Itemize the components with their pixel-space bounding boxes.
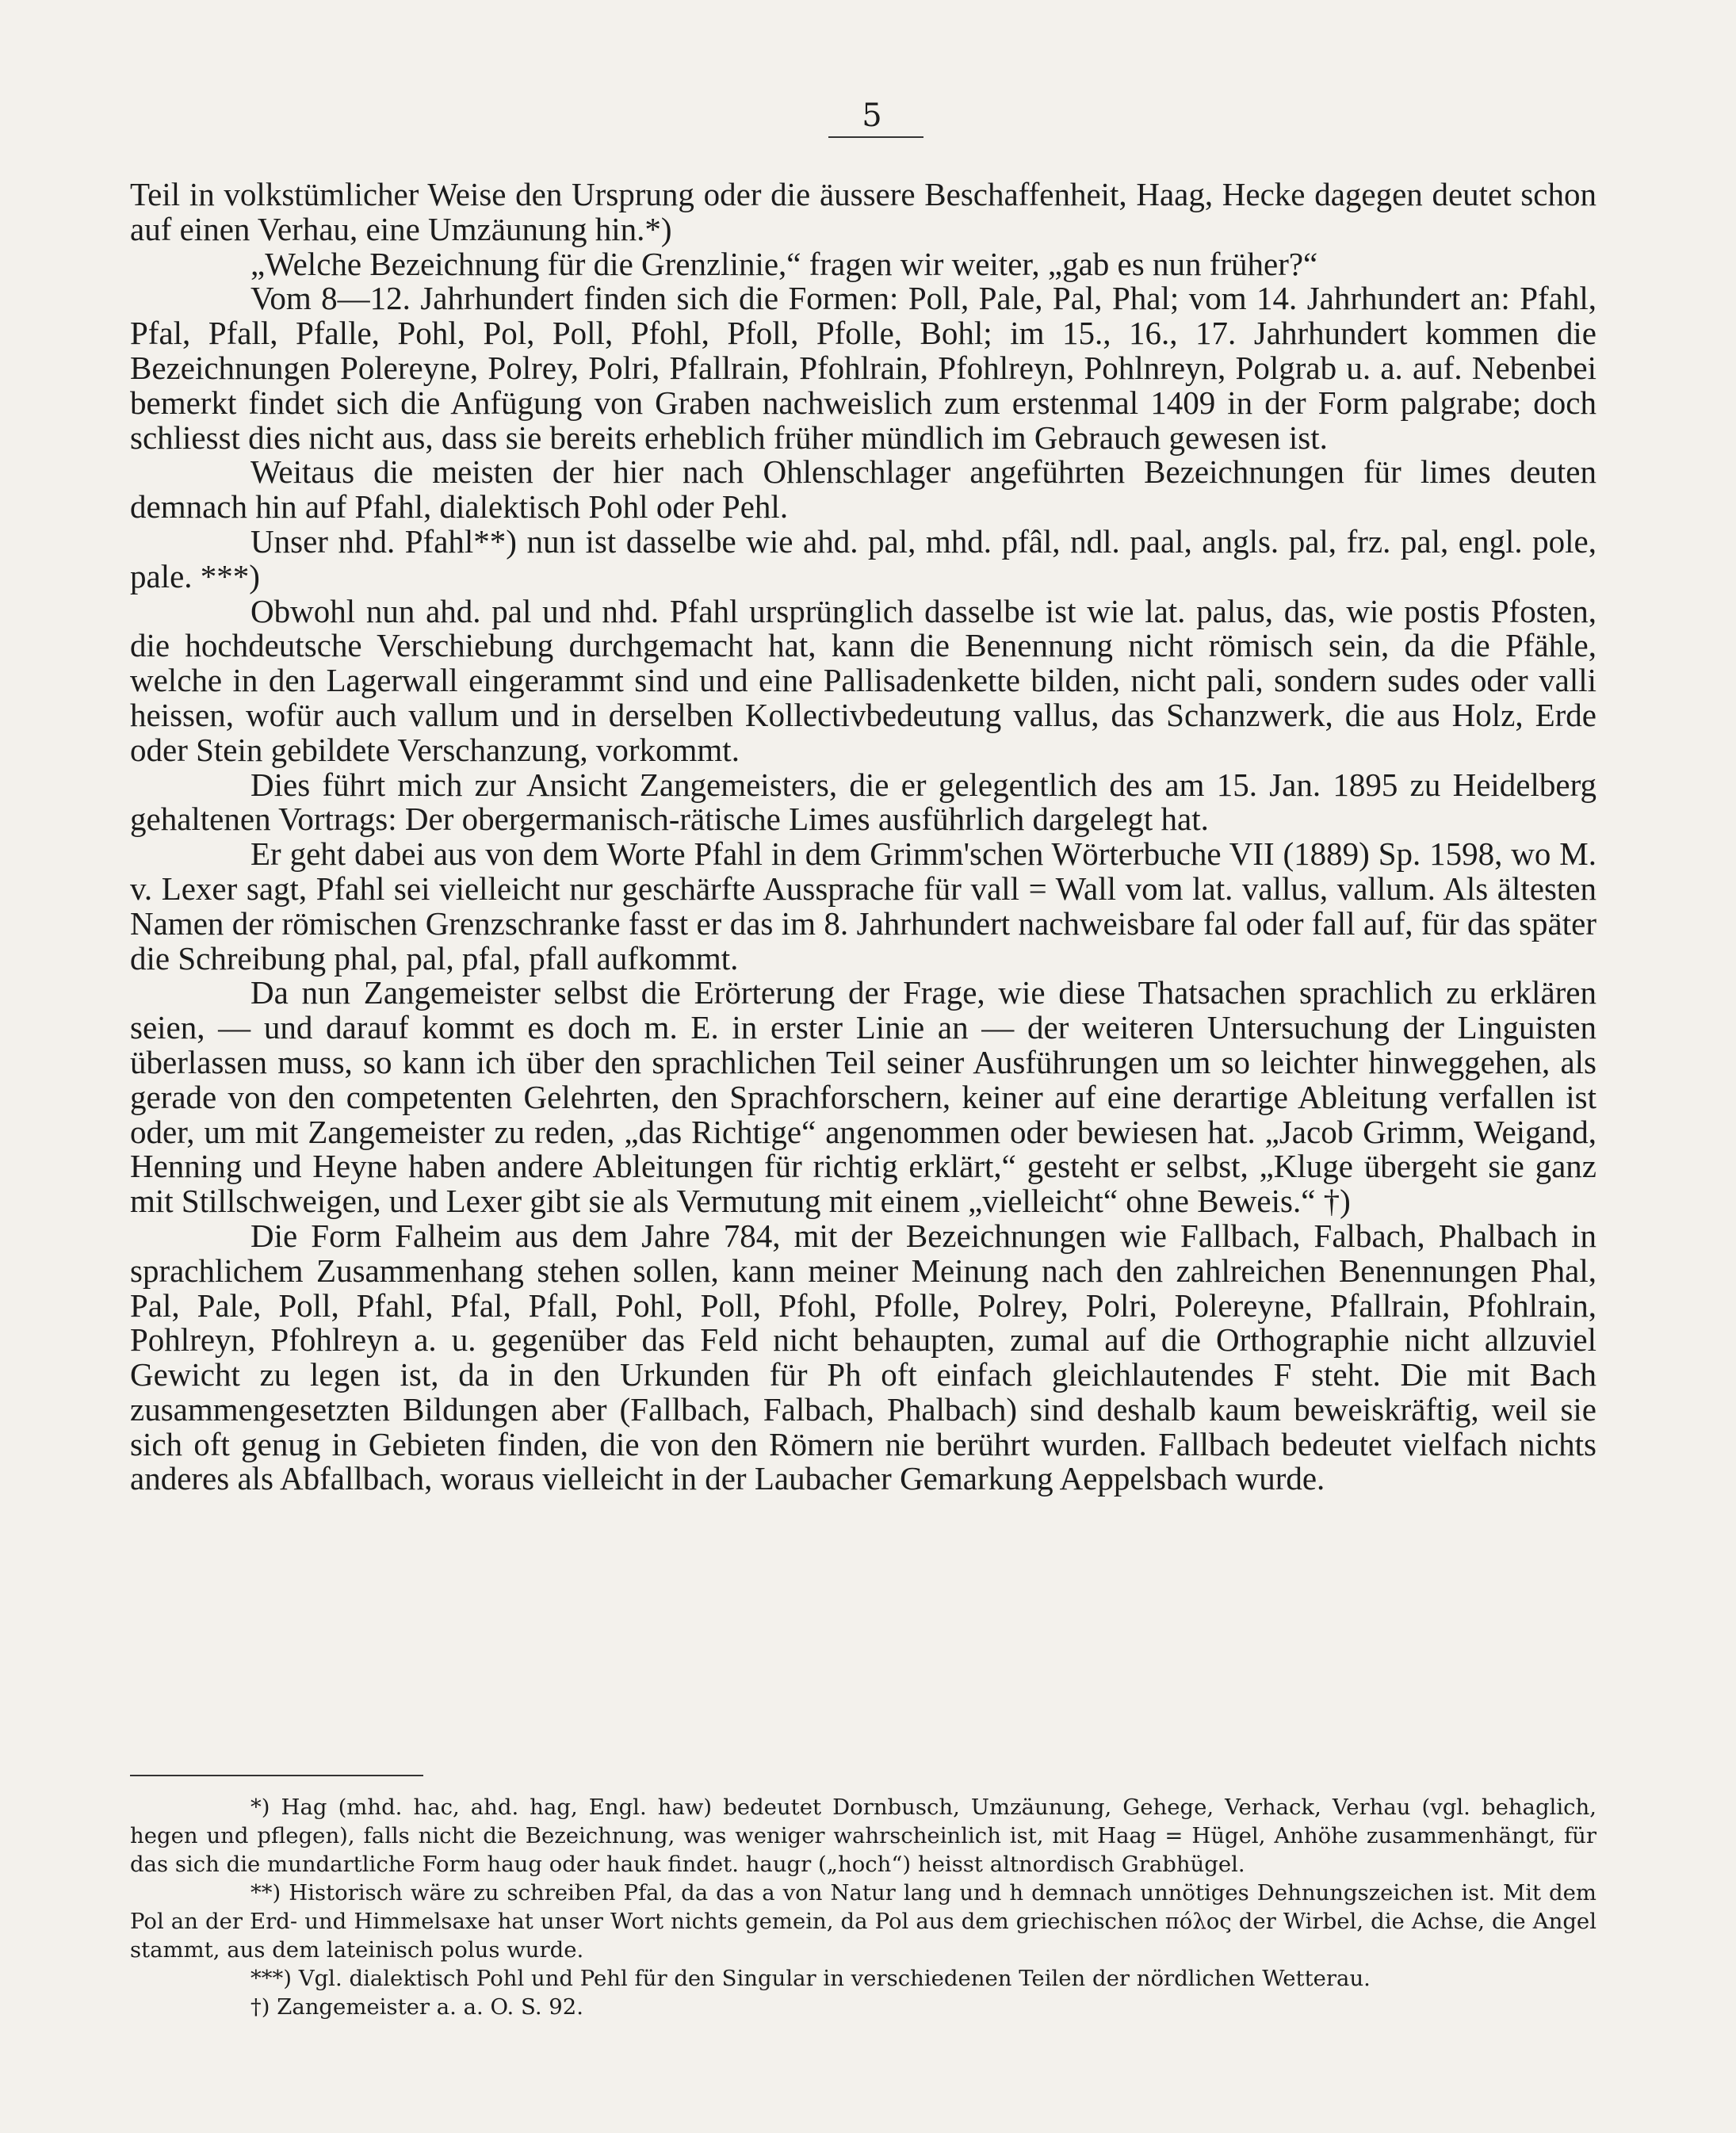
footnote-rule <box>130 1775 423 1776</box>
footnote: †) Zangemeister a. a. O. S. 92. <box>250 1994 584 2020</box>
footnote: **) Historisch wäre zu schreiben Pfal, da das a von Natur lang und h demnach unnötiges Dehnungszeichen ist. Mit dem Pol an der Erd- und Himmelsaxe hat unser Wort nichts gemein, da Pol aus dem griechischen πόλος der Wirbel, die Achse, die Angel stammt, aus dem lateinisch polus wurde. <box>130 1880 1596 1963</box>
page-number: 5 <box>862 97 882 134</box>
paragraph: Vom 8—12. Jahrhundert finden sich die Formen: Poll, Pale, Pal, Phal; vom 14. Jahrhundert an: Pfahl, Pfal, Pfall, Pfalle, Pohl, Pol, Poll, Pfohl, Pfoll, Pfolle, Bohl; im 15., 16., 17. Jahrhundert kommen die Bezeichnungen Polereyne, Polrey, Polri, Pfallrain, Pfohlrain, Pfohlreyn, Pohlnreyn, Polgrab u. a. auf. Nebenbei bemerkt findet sich die Anfügung von Graben nachweislich zum erstenmal 1409 in der Form palgrabe; doch schliesst dies nicht aus, dass sie bereits erheblich früher mündlich im Gebrauch gewesen ist. <box>130 280 1596 456</box>
page-number-rule <box>828 136 923 138</box>
footnote: *) Hag (mhd. hac, ahd. hag, Engl. haw) bedeutet Dornbusch, Umzäunung, Gehege, Verhack, Verhau (vgl. behaglich, hegen und pflegen), falls nicht die Bezeichnung, was weniger wahrscheinlich ist, mit Haag = Hügel, Anhöhe zusammenhängt, für das sich die mundartliche Form haug oder hauk findet. haugr („hoch“) heisst altnordisch Grabhügel. <box>130 1795 1596 1877</box>
paragraph: „Welche Bezeichnung für die Grenzlinie,“ fragen wir weiter, „gab es nun früher?“ <box>250 245 1318 282</box>
paragraph: Die Form Falheim aus dem Jahre 784, mit der Bezeichnungen wie Fallbach, Falbach, Phalbach in sprachlichem Zusammenhang stehen sollen, kann meiner Meinung nach den zahlreichen Benennungen Phal, Pal, Pale, Poll, Pfahl, Pfal, Pfall, Pohl, Poll, Pfohl, Pfolle, Polrey, Polri, Polereyne, Pfallrain, Pfohlrain, Pohlreyn, Pfohlreyn a. u. gegenüber das Feld nicht behaupten, zumal auf die Orthographie nicht allzuviel Gewicht zu legen ist, da in den Urkunden für Ph oft einfach gleichlautendes F steht. Die mit Bach zusammengesetzten Bildungen aber (Fallbach, Falbach, Phalbach) sind deshalb kaum beweiskräftig, weil sie sich oft genug in Gebieten finden, die von den Römern nie berührt wurden. Fallbach bedeutet vielfach nichts anderes als Abfallbach, woraus vielleicht in der Laubacher Gemarkung Aeppelsbach wurde. <box>130 1217 1596 1497</box>
paragraph: Er geht dabei aus von dem Worte Pfahl in dem Grimm'schen Wörterbuche VII (1889) Sp. 1598, wo M. v. Lexer sagt, Pfahl sei vielleicht nur geschärfte Aussprache für vall = Wall vom lat. vallus, vallum. Als ältesten Namen der römischen Grenzschranke fasst er das im 8. Jahrhundert nachweisbare fal oder fall auf, für das später die Schreibung phal, pal, pfal, pfall aufkommt. <box>130 835 1596 977</box>
body-text <box>130 178 1596 1497</box>
paragraph: Weitaus die meisten der hier nach Ohlenschlager angeführten Bezeichnungen für limes deuten demnach hin auf Pfahl, dialektisch Pohl oder Pehl. <box>130 453 1596 526</box>
paragraph: Unser nhd. Pfahl**) nun ist dasselbe wie ahd. pal, mhd. pfâl, ndl. paal, angls. pal, frz. pal, engl. pole, pale. ***) <box>130 522 1596 594</box>
paragraph: Teil in volkstümlicher Weise den Ursprung oder die äussere Beschaffenheit, Haag, Hecke dagegen deutet schon auf einen Verhau, eine Umzäunung hin.*) <box>130 176 1596 247</box>
footnote: ***) Vgl. dialektisch Pohl und Pehl für den Singular in verschiedenen Teilen der nördlichen Wetterau. <box>250 1966 1371 1991</box>
paragraph: Obwohl nun ahd. pal und nhd. Pfahl ursprünglich dasselbe ist wie lat. palus, das, wie postis Pfosten, die hochdeutsche Verschiebung durchgemacht hat, kann die Benennung nicht römisch sein, da die Pfähle, welche in den Lagerwall eingerammt sind und eine Pallisadenkette bilden, nicht pali, sondern sudes oder valli heissen, wofür auch vallum und in derselben Kollectivbedeutung vallus, das Schanzwerk, die aus Holz, Erde oder Stein gebildete Verschanzung, vorkommt. <box>130 592 1596 768</box>
paragraph: Dies führt mich zur Ansicht Zangemeisters, die er gelegentlich des am 15. Jan. 1895 zu Heidelberg gehaltenen Vortrags: Der obergermanisch-rätische Limes ausführlich dargelegt hat. <box>130 766 1596 838</box>
footnotes <box>130 1793 1596 2021</box>
paragraph: Da nun Zangemeister selbst die Erörterung der Frage, wie diese Thatsachen sprachlich zu erklären seien, — und darauf kommt es doch m. E. in erster Linie an — der weiteren Untersuchung der Linguisten überlassen muss, so kann ich über den sprachlichen Teil seiner Ausführungen um so leichter hinweggehen, als gerade von den competenten Gelehrten, den Sprachforschern, keiner auf eine derartige Ableitung verfallen ist oder, um mit Zangemeister zu reden, „das Richtige“ angenommen oder bewiesen hat. „Jacob Grimm, Weigand, Henning und Heyne haben andere Ableitungen für richtig erklärt,“ gesteht er selbst, „Kluge übergeht sie ganz mit Stillschweigen, und Lexer gibt sie als Vermutung mit einem „vielleicht“ ohne Beweis.“ †) <box>130 974 1596 1220</box>
